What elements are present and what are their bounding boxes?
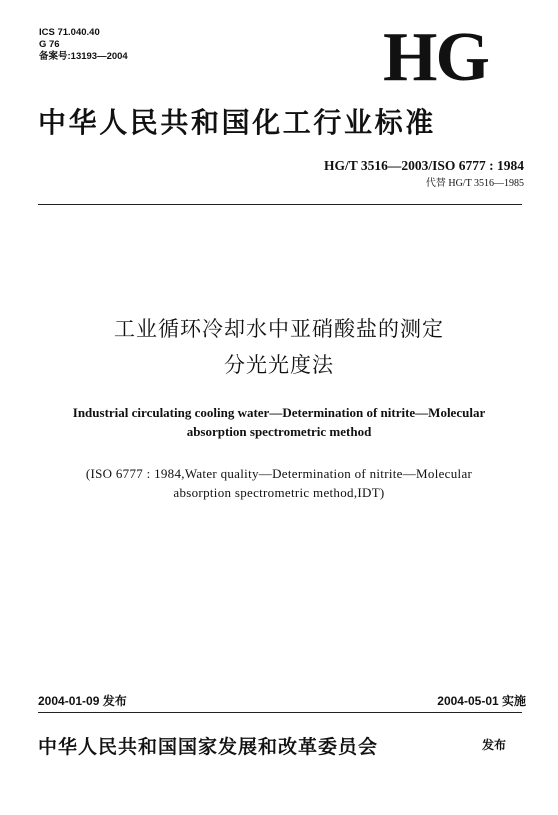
document-title-cn-line1: 工业循环冷却水中亚硝酸盐的测定 <box>114 317 444 341</box>
bottom-divider <box>38 712 522 713</box>
standard-title: 中华人民共和国化工行业标准 <box>38 106 436 139</box>
document-title-en-line1: Industrial circulating cooling water—Determination of nitrite—Molecular <box>72 405 486 420</box>
document-title-cn-line2: 分光光度法 <box>224 353 334 377</box>
issuing-authority-suffix: 发布 <box>482 738 507 752</box>
implementation-date: 2004-05-01 实施 <box>437 694 526 708</box>
document-title-en-line2: absorption spectrometric method <box>186 424 372 439</box>
issue-date: 2004-01-09 发布 <box>38 694 127 708</box>
classification-code: G 76 <box>39 39 60 50</box>
record-number: 备案号:13193—2004 <box>39 51 128 62</box>
replaces-note: 代替 HG/T 3516—1985 <box>425 178 524 189</box>
top-divider <box>38 204 522 205</box>
ics-code: ICS 71.040.40 <box>39 27 100 38</box>
iso-equivalence-line1: (ISO 6777 : 1984,Water quality—Determination of nitrite—Molecular <box>85 466 473 481</box>
issuing-authority: 中华人民共和国国家发展和改革委员会 <box>38 736 379 758</box>
iso-equivalence-line2: absorption spectrometric method,IDT) <box>173 485 385 500</box>
standard-code: HG/T 3516—2003/ISO 6777 : 1984 <box>323 158 524 173</box>
hg-logo: HG <box>383 19 488 96</box>
